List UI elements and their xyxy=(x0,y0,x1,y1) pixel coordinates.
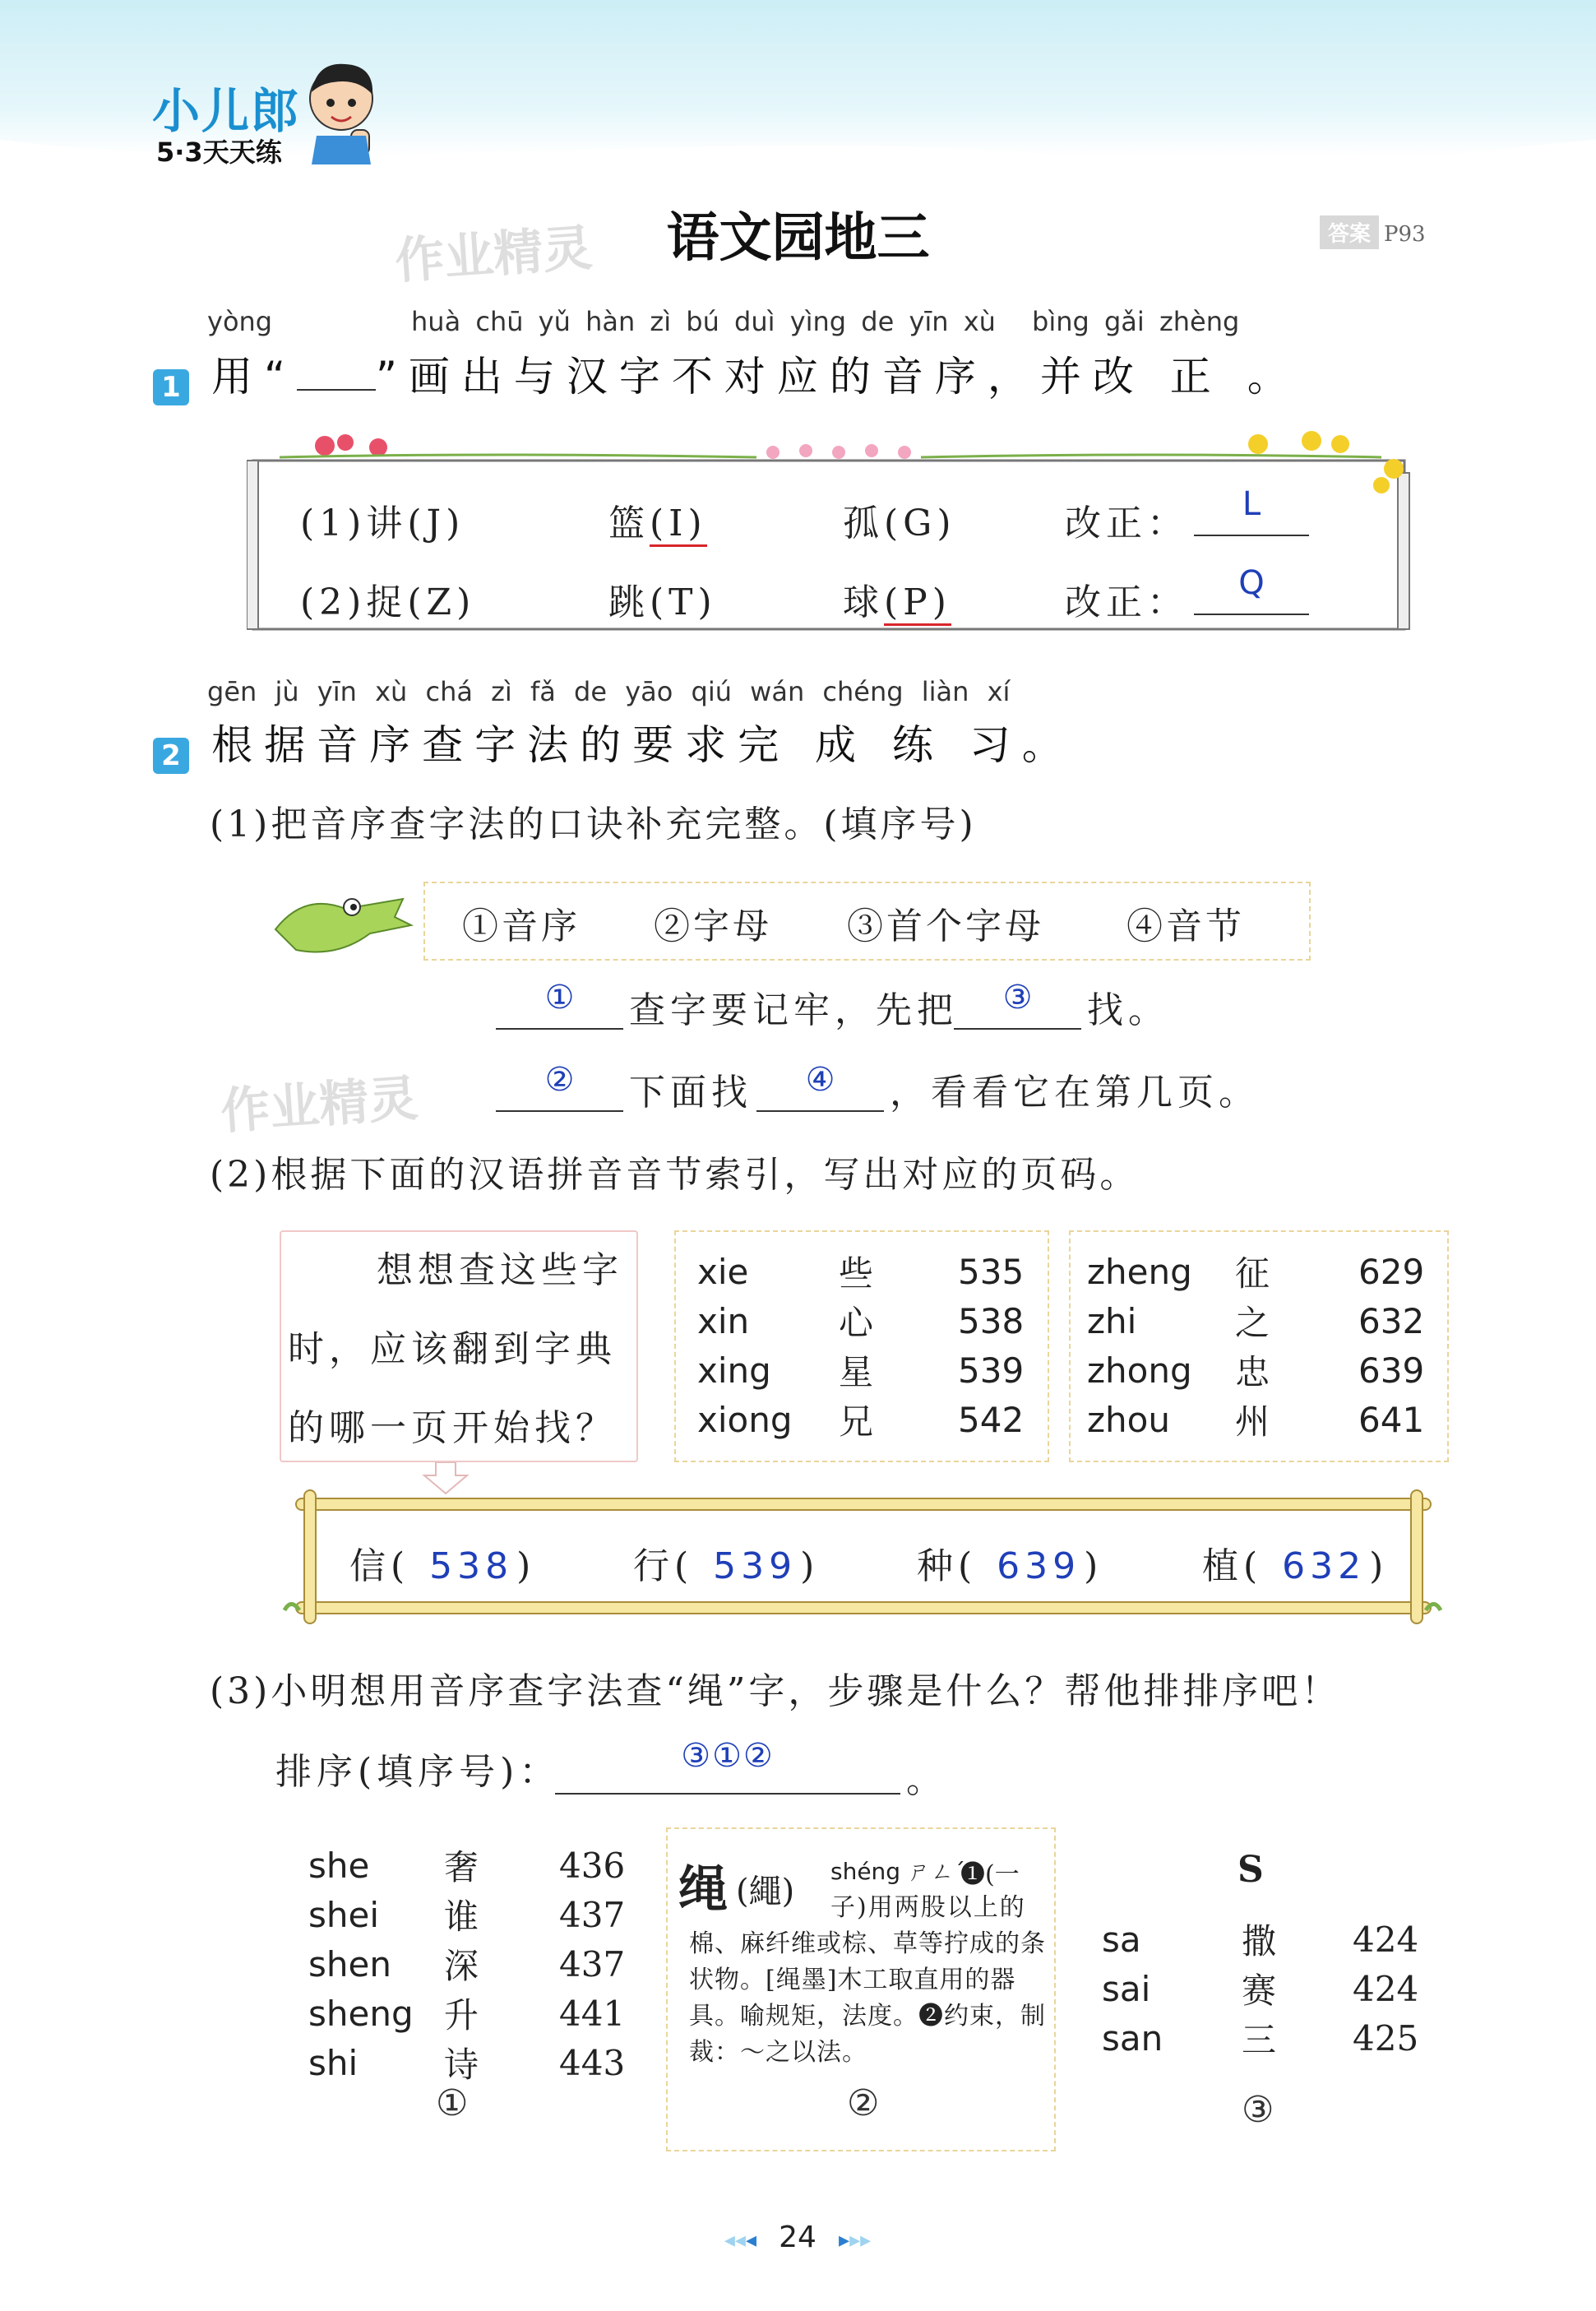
q1-pinyin-3: bìng gǎi zhèng xyxy=(1032,306,1240,337)
watermark: 作业精灵 xyxy=(393,219,594,291)
q1-row2-answer: Q xyxy=(1238,564,1265,602)
q1-row1-marked-index: (I) xyxy=(650,502,707,547)
q2-card1-label: ① xyxy=(436,2082,469,2124)
table-row: xin 心 538 xyxy=(697,1300,1025,1343)
q2-answer-2-page: 539 xyxy=(713,1545,798,1587)
q2-rhyme-blank-2[interactable]: ③ xyxy=(954,979,1081,1030)
q2-card2-def-6: 裁：～之以法。 xyxy=(689,2038,867,2067)
q1-row2-item2: 跳(T) xyxy=(608,581,717,623)
q1-title xyxy=(153,344,1300,405)
q2-card3-table xyxy=(1102,1915,1418,2063)
next-arrows-icon: ▸▸ xyxy=(849,2228,872,2253)
q1-pinyin-2: huà chū yǔ hàn zì bú duì yìng de yīn xù xyxy=(411,306,996,337)
answer-page: P93 xyxy=(1384,222,1426,247)
q2-pinyin: gēn jù yīn xù chá zì fǎ de yāo qiú wán chéng liàn xí xyxy=(207,676,1011,707)
q1-row1-answer: L xyxy=(1242,485,1261,523)
q1-title-post: ”画出与汉字不对应的音序，并改 正 。 xyxy=(376,353,1300,401)
table-row: sai 赛 424 xyxy=(1102,1968,1419,2011)
page-number: 24 xyxy=(779,2221,817,2254)
q1-row1-item1: (1)讲(J) xyxy=(300,502,465,544)
q1-row1-answer-blank[interactable] xyxy=(1194,485,1309,536)
q2-index-table-a xyxy=(697,1247,1024,1444)
q2-card2-def-2: 子)用两股以上的 xyxy=(830,1893,1026,1922)
q1-row2-answer-blank[interactable] xyxy=(1194,564,1309,615)
brand-logo: 小儿郎 xyxy=(152,83,301,139)
q1-row2-item1: (2)捉(Z) xyxy=(300,581,476,623)
q2-rhyme-line2-text: 下面找 xyxy=(629,1072,752,1114)
q2-option-3: ③首个字母 xyxy=(847,905,1044,947)
q2-rhyme-line1-end: 找。 xyxy=(1087,989,1169,1031)
answer-reference xyxy=(1320,215,1426,249)
q1-number: 1 xyxy=(153,369,189,405)
table-row: sheng 升 441 xyxy=(308,1993,626,2035)
q2-answer-1-page: 538 xyxy=(429,1545,514,1587)
q2-card2-def-1: ❶(一 xyxy=(960,1860,1020,1889)
q2-card1-table xyxy=(308,1841,625,2087)
q2-number: 2 xyxy=(153,738,189,774)
table-row: zheng 征 629 xyxy=(1087,1251,1425,1294)
table-row: zhi 之 632 xyxy=(1087,1300,1425,1343)
q2-order-blank[interactable] xyxy=(555,1737,900,1795)
q1-pinyin-1: yòng xyxy=(207,306,273,337)
footer-page-nav xyxy=(691,2221,904,2254)
q2-answer-3: 种( 639) xyxy=(917,1545,1103,1587)
q2-answer-2: 行( 539) xyxy=(633,1545,820,1587)
q2-title-row xyxy=(153,712,1075,774)
table-row: xie 些 535 xyxy=(697,1251,1025,1294)
q2-part2-instruction: (2)根据下面的汉语拼音音节索引，写出对应的页码。 xyxy=(210,1154,1140,1196)
page-title: 语文园地三 xyxy=(666,208,930,269)
q1-row1-item2: 篮(I) xyxy=(608,493,707,546)
q2-card2-def-3: 棉、麻纤维或棕、草等拧成的条 xyxy=(689,1929,1046,1958)
q2-card3-letter: S xyxy=(1237,1849,1264,1891)
table-row: zhong 忠 639 xyxy=(1087,1350,1425,1392)
q1-row2-fix-label: 改正： xyxy=(1065,581,1188,623)
q2-card2-pron: shéng ㄕㄥˊ xyxy=(830,1858,965,1885)
q2-card2-def-5: 具。喻规矩，法度。❷约束，制 xyxy=(689,2002,1046,2031)
crocodile-icon xyxy=(271,884,415,962)
brand-subtitle: 5·3天天练 xyxy=(156,137,282,168)
q2-card2-def-4: 状物。[绳墨]木工取直用的器 xyxy=(689,1966,1016,1994)
table-row: shei 谁 437 xyxy=(308,1894,626,1937)
prev-arrow-icon: ◂ xyxy=(745,2228,756,2253)
table-row: she 奢 436 xyxy=(308,1845,626,1887)
q2-rhyme-blank-3[interactable]: ② xyxy=(496,1061,623,1112)
q2-rhyme-line1-text: 查字要记牢，先把 xyxy=(629,989,958,1031)
q2-rhyme-line2-end: ，看看它在第几页。 xyxy=(890,1072,1260,1114)
watermark-2: 作业精灵 xyxy=(219,1069,420,1142)
prev-arrows-icon: ◂◂ xyxy=(724,2228,746,2253)
q1-row1-fix-label: 改正： xyxy=(1065,502,1188,544)
q2-rhyme-blank-1[interactable]: ① xyxy=(496,979,623,1030)
q1-row2-item3: 球(P) xyxy=(843,572,951,625)
table-row: shen 深 437 xyxy=(308,1943,626,1986)
q2-card2-label: ② xyxy=(847,2082,880,2124)
q2-order-label: 排序(填序号)： xyxy=(275,1751,561,1793)
q2-thought-line2: 时，应该翻到字典 xyxy=(288,1328,617,1370)
q2-option-1: ①音序 xyxy=(462,905,581,947)
q2-title: 根据音序查字法的要求完 成 练 习。 xyxy=(211,721,1075,769)
q2-option-4: ④音节 xyxy=(1126,905,1245,947)
q2-card2-head: 绳 xyxy=(678,1861,728,1919)
q2-card2-trad: (繩) xyxy=(736,1873,795,1910)
table-row: sa 撒 424 xyxy=(1102,1919,1419,1961)
table-row: xing 星 539 xyxy=(697,1350,1025,1392)
q1-row2-marked-index: (P) xyxy=(884,581,951,626)
q2-answer-3-page: 639 xyxy=(997,1545,1081,1587)
q2-order-answer: ③①② xyxy=(681,1737,775,1775)
q2-option-2: ②字母 xyxy=(654,905,772,947)
q2-order-end: 。 xyxy=(906,1759,947,1801)
table-row: zhou 州 641 xyxy=(1087,1399,1425,1442)
q2-card3-label: ③ xyxy=(1242,2089,1274,2131)
q2-answer-4-page: 632 xyxy=(1282,1545,1367,1587)
q2-rhyme-blank-4[interactable]: ④ xyxy=(756,1061,884,1112)
q2-answer-1: 信( 538) xyxy=(349,1545,536,1587)
answer-badge: 答案 xyxy=(1320,215,1379,249)
q1-row1-item3: 孤(G) xyxy=(843,502,956,544)
q2-answer-4: 植( 632) xyxy=(1202,1545,1389,1587)
q2-index-table-b xyxy=(1087,1247,1424,1444)
q2-part3-instruction: (3)小明想用音序查字法查“绳”字，步骤是什么？帮他排排序吧！ xyxy=(210,1670,1341,1712)
q2-thought-line1: 想想查这些字 xyxy=(377,1249,623,1291)
mascot-boy-icon xyxy=(300,58,382,164)
q2-thought-line3: 的哪一页开始找？ xyxy=(288,1407,617,1449)
q2-part1-instruction: (1)把音序查字法的口诀补充完整。(填序号) xyxy=(210,804,977,845)
q1-title-pre: 用“ xyxy=(211,353,297,401)
table-row: san 三 425 xyxy=(1102,2017,1419,2060)
next-arrow-icon: ▸ xyxy=(839,2228,850,2253)
table-row: shi 诗 443 xyxy=(308,2042,626,2085)
q1-title-blank xyxy=(297,356,376,391)
table-row: xiong 兄 542 xyxy=(697,1399,1025,1442)
